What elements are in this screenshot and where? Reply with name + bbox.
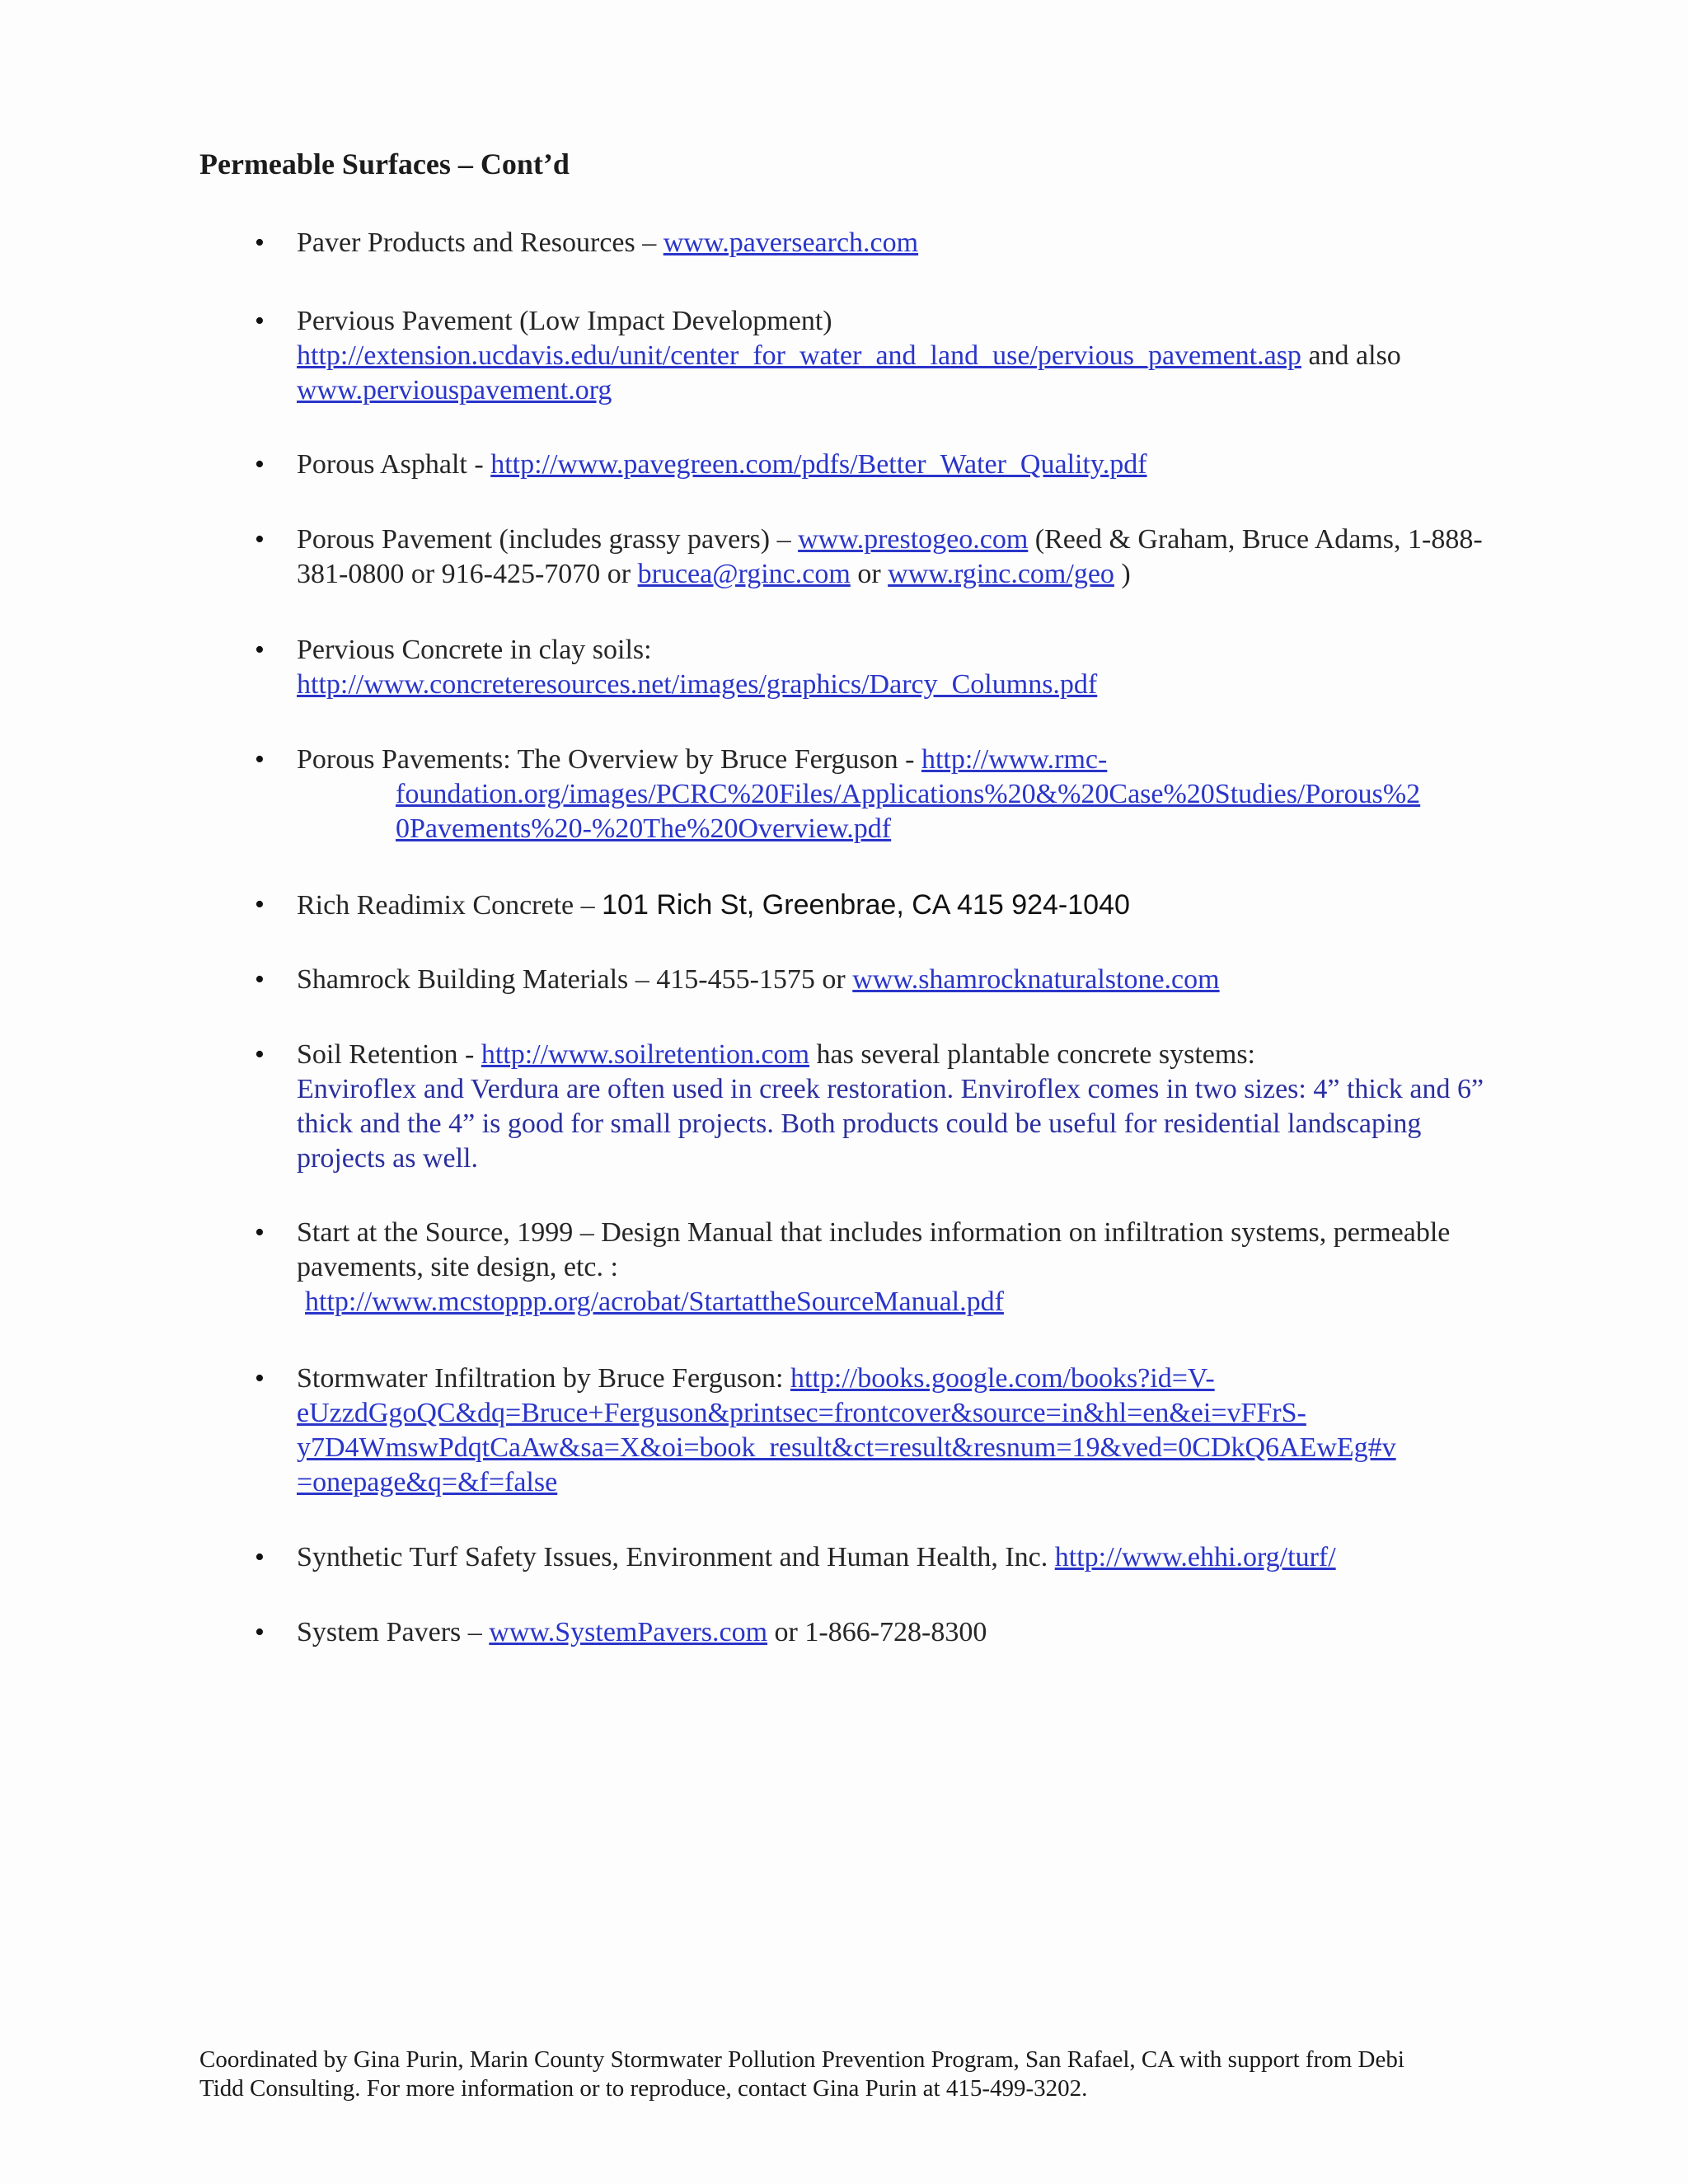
item-text: Pervious Pavement (Low Impact Development) <box>297 306 832 336</box>
link-google-books-line4[interactable]: =onepage&q=&f=false <box>297 1467 558 1497</box>
item-text: Pervious Concrete in clay soils: <box>297 635 652 665</box>
soil-retention-note: Enviroflex and Verdura are often used in creek restoration. Enviroflex comes in two sizes: 4” thick and 6” thick and the 4” is good for small projects. Both products could be useful for residential landscaping projects as well. <box>297 1074 1484 1174</box>
bullet-icon: • <box>255 227 265 258</box>
list-item-porous-pavements-overview <box>255 743 1500 846</box>
bullet-icon: • <box>255 1542 265 1572</box>
link-rmc-foundation-line3[interactable]: 0Pavements%20-%20The%20Overview.pdf <box>396 813 892 844</box>
bullet-icon: • <box>255 524 265 555</box>
link-google-books-line2[interactable]: eUzzdGgoQC&dq=Bruce+Ferguson&printsec=frontcover&source=in&hl=en&ei=vFFrS- <box>297 1398 1306 1428</box>
list-item-start-at-source <box>255 1216 1500 1319</box>
page-heading: Permeable Surfaces – Cont’d <box>199 148 570 180</box>
footer-line-1: Coordinated by Gina Purin, Marin County Stormwater Pollution Prevention Program, San Rafael, CA with support from Debi <box>199 2046 1404 2073</box>
item-text-systems: has several plantable concrete systems: <box>809 1039 1255 1070</box>
link-prestogeo[interactable]: www.prestogeo.com <box>798 524 1029 555</box>
list-item-porous-pavement <box>255 523 1500 592</box>
bullet-icon: • <box>255 1039 265 1070</box>
item-text-contacts: (Reed & Graham, Bruce Adams, 1-888-381-0800 or 916-425-7070 or <box>297 524 1483 589</box>
link-rmc-foundation-line2[interactable]: foundation.org/images/PCRC%20Files/Applications%20&%20Case%20Studies/Porous%2 <box>396 779 1421 809</box>
link-google-books-line1[interactable]: http://books.google.com/books?id=V- <box>790 1363 1215 1394</box>
list-item-paver-products <box>255 226 1500 260</box>
bullet-icon: • <box>255 964 265 995</box>
link-soilretention[interactable]: http://www.soilretention.com <box>481 1039 810 1070</box>
link-paversearch[interactable]: www.paversearch.com <box>663 227 919 258</box>
item-text-close: ) <box>1114 559 1131 589</box>
item-text: Porous Asphalt - <box>297 449 491 480</box>
list-item-system-pavers <box>255 1615 1500 1650</box>
item-text: Rich Readimix Concrete – <box>297 890 603 921</box>
item-text: Shamrock Building Materials – 415-455-1575 or <box>297 964 853 995</box>
item-text: Soil Retention - <box>297 1039 481 1070</box>
list-item-pervious-pavement <box>255 304 1500 408</box>
link-rginc-geo[interactable]: www.rginc.com/geo <box>888 559 1114 589</box>
item-text: Porous Pavements: The Overview by Bruce Ferguson - <box>297 744 921 775</box>
link-ehhi-turf[interactable]: http://www.ehhi.org/turf/ <box>1054 1542 1336 1572</box>
link-pavegreen[interactable]: http://www.pavegreen.com/pdfs/Better_Water_Quality.pdf <box>490 449 1147 480</box>
list-item-stormwater-infiltration <box>255 1361 1500 1500</box>
rich-readimix-address: 101 Rich St, Greenbrae, CA 415 924-1040 <box>602 889 1130 921</box>
link-concreteresources[interactable]: http://www.concreteresources.net/images/graphics/Darcy_Columns.pdf <box>297 669 1098 700</box>
link-mcstoppp[interactable]: http://www.mcstoppp.org/acrobat/StartattheSourceManual.pdf <box>305 1286 1004 1317</box>
page-footer <box>199 2046 1535 2103</box>
item-text: Paver Products and Resources – <box>297 227 663 258</box>
bullet-icon: • <box>255 889 265 920</box>
item-text-or: or <box>850 559 889 589</box>
link-perviouspavement[interactable]: www.perviouspavement.org <box>297 375 612 405</box>
list-item-porous-asphalt <box>255 448 1500 482</box>
link-systempavers[interactable]: www.SystemPavers.com <box>489 1617 768 1647</box>
bullet-icon: • <box>255 1363 265 1394</box>
link-rmc-foundation-line1[interactable]: http://www.rmc- <box>921 744 1108 775</box>
link-email-brucea[interactable]: brucea@rginc.com <box>637 559 851 589</box>
list-item-shamrock <box>255 963 1500 997</box>
list-item-soil-retention <box>255 1038 1500 1176</box>
bullet-icon: • <box>255 635 265 665</box>
bullet-icon: • <box>255 744 265 775</box>
footer-line-2: Tidd Consulting. For more information or to reproduce, contact Gina Purin at 415-499-3202. <box>199 2075 1088 2102</box>
item-text: Stormwater Infiltration by Bruce Ferguson: <box>297 1363 790 1394</box>
bullet-icon: • <box>255 1617 265 1647</box>
item-text: Start at the Source, 1999 – Design Manual that includes information on infiltration systems, permeable pavements, site design, etc. : <box>297 1217 1451 1282</box>
list-item-synthetic-turf <box>255 1540 1500 1575</box>
link-shamrock[interactable]: www.shamrocknaturalstone.com <box>852 964 1220 995</box>
item-text-phone: or 1-866-728-8300 <box>767 1617 987 1647</box>
link-google-books-line3[interactable]: y7D4WmswPdqtCaAw&sa=X&oi=book_result&ct=result&resnum=19&ved=0CDkQ6AEwEg#v <box>297 1432 1396 1463</box>
item-text-and-also: and also <box>1301 340 1401 371</box>
bullet-icon: • <box>255 449 265 480</box>
link-ucdavis-pervious[interactable]: http://extension.ucdavis.edu/unit/center_for_water_and_land_use/pervious_pavement.asp <box>297 340 1301 371</box>
list-item-rich-readimix <box>255 888 1500 923</box>
item-text: Synthetic Turf Safety Issues, Environment and Human Health, Inc. <box>297 1542 1055 1572</box>
item-text: Porous Pavement (includes grassy pavers) – <box>297 524 799 555</box>
list-item-pervious-concrete <box>255 633 1500 702</box>
bullet-icon: • <box>255 1217 265 1248</box>
item-text: System Pavers – <box>297 1617 490 1647</box>
bullet-icon: • <box>255 306 265 336</box>
